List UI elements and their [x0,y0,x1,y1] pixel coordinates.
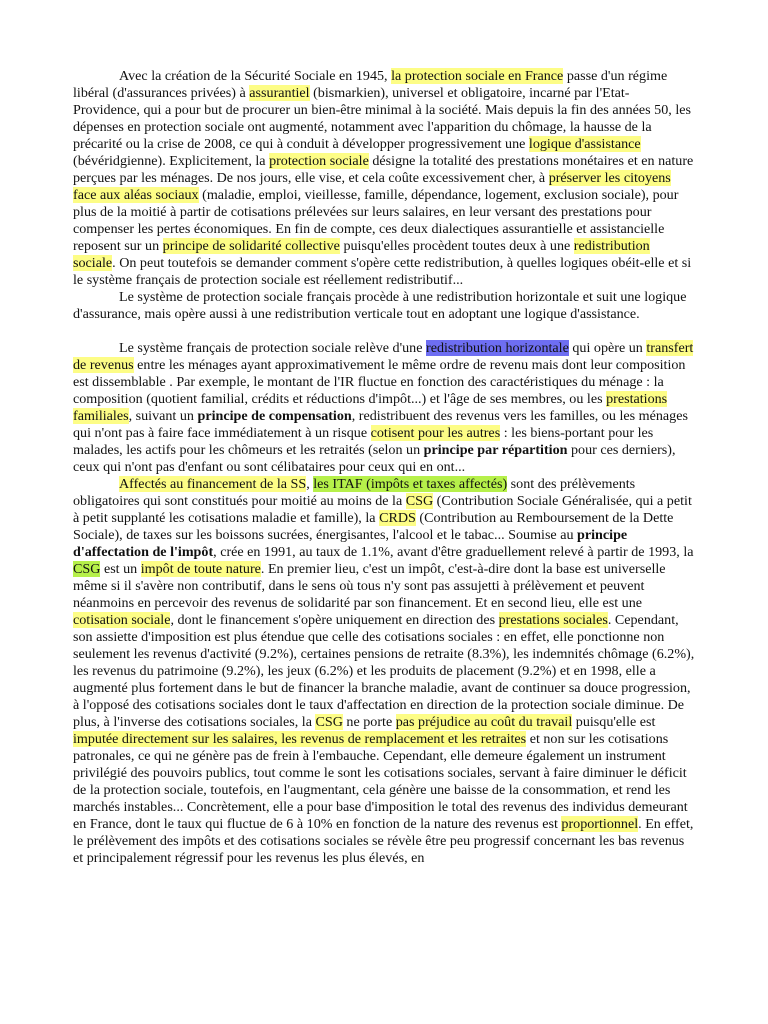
text-run: (bévéridgienne). Explicitement, la [73,153,270,169]
text-run: Avec la création de la Sécurité Sociale en 1945, [119,68,392,84]
highlighted-text: pas préjudice au coût du travail [395,714,573,730]
text-run: , [306,476,314,492]
text-run: . En premier lieu, c'est un impôt, c'est-à-dire dont la base est universelle même si il s'avère non contributif, dans le sens où tous n'y sont pas assujetti à prélèvement et peuvent néanmoins en percevoir des revenus de solidarité par son financement. Et en second lieu, elle est une [73,561,666,611]
paragraph [73,340,695,476]
text-run: , crée en 1991, au taux de 1.1%, avant d'être graduellement relevé à partir de 1993, la [213,544,694,560]
highlighted-text: prestations familiales [73,391,668,424]
bold-term: principe par répartition [423,442,568,458]
text-run: est un [100,561,141,577]
highlighted-text: CSG [315,714,343,730]
text-run: (Contribution au Remboursement de la Dette Sociale), de taxes sur les boissons sucrées, énergisantes, l'alcool et le tabac... Soumise au [73,510,674,543]
text-run: sont des prélèvements obligatoires qui sont constitués pour moitié au moins de la [73,476,636,509]
text-run: ne porte [342,714,396,730]
bold-term: principe de compensation [197,408,352,424]
highlighted-text: proportionnel [561,816,639,832]
highlighted-text: principe de solidarité collective [162,238,340,254]
text-run: pour ces derniers), ceux qui n'ont pas d'enfant ou sont célibataires pour ceux qui en ont... [73,442,676,475]
text-run: puisqu'elles procèdent toutes deux à une [339,238,574,254]
highlighted-text: CRDS [379,510,416,526]
paragraph-spacer [73,323,695,340]
text-run: et non sur les cotisations patronales, ce qui ne génère pas de frein à l'embauche. Cependant, elle demeure également un instrument privilégié des pouvoirs publics, tout comme le sont les cotisations sociales, servant à faire diminuer le déficit de la protection sociale, toutefois, en l'augmentant, cela génère une baisse de la consommation, et rend les marchés instables... Concrètement, elle a pour base d'imposition le total des revenus des individus demeurant en France, dont le taux qui fluctue de 6 à 10% en fonction de la nature des revenus est [73,731,688,832]
text-run: désigne la totalité des prestations monétaires et en nature perçues par les ménages. De nos jours, elle vise, et cela coûte excessivement cher, à [73,153,694,186]
paragraph [73,289,695,323]
bold-term: principe d'affectation de l'impôt [73,527,628,560]
highlighted-text: cotisation sociale [73,612,171,628]
text-run: (Contribution Sociale Généralisée, qui a petit à petit supplanté les cotisations maladie et famille), la [73,493,692,526]
highlighted-text: transfert de revenus [73,340,694,373]
text-run: (bismarkien), universel et obligatoire, incarné par l'Etat-Providence, qui a pour but de procurer un bien-être minimal à la société. Mais depuis la fin des années 50, les dépenses en protection sociale ont augmenté, notamment avec l'apparition du chômage, la hausse de la précarité ou la crise de 2008, ce qui à conduit à développer progressivement une [73,85,691,152]
text-run: (maladie, emploi, vieillesse, famille, dépendance, logement, exclusion sociale), pour plus de la moitié à partir de cotisations prélevées sur leurs salaires, en leur versant des prestations pour compenser les pertes économiques. En fin de compte, ces deux dialectiques assurantielle et assistancielle reposent sur un [73,187,679,254]
text-run: . On peut toutefois se demander comment s'opère cette redistribution, à quelles logiques obéit-elle et si le système français de protection sociale est réellement redistributif... [73,255,692,288]
highlighted-text: la protection sociale en France [391,68,564,84]
document-page [73,68,695,867]
paragraph [73,68,695,289]
highlighted-text: prestations sociales [498,612,608,628]
highlighted-text: redistribution sociale [73,238,650,271]
highlighted-text: les ITAF (impôts et taxes affectés) [313,476,508,492]
highlighted-text: impôt de toute nature [140,561,261,577]
highlighted-text: imputée directement sur les salaires, les revenus de remplacement et les retraites [73,731,527,747]
highlighted-text: Affectés au financement de la SS [119,476,307,492]
highlighted-text: cotisent pour les autres [370,425,501,441]
paragraph [73,476,695,867]
highlighted-text: CSG [73,561,101,577]
text-run: entre les ménages ayant approximativement le même ordre de revenu mais dont leur composition est dissemblable . Par exemple, le montant de l'IR fluctue en fonction des caractéristiques du ménage : la composition (quotient familial, crédits et réductions d'impôt...) et l'âge de ses membres, ou les [73,357,686,407]
highlighted-text: CSG [405,493,434,509]
text-run: , redistribuent des revenus vers les familles, ou les ménages qui n'ont pas à faire face immédiatement à un risque [73,408,688,441]
highlighted-text: protection sociale [269,153,369,169]
text-run: qui opère un [568,340,647,356]
text-run: , dont le financement s'opère uniquement en direction des [170,612,499,628]
text-run: puisqu'elle est [572,714,656,730]
text-run: , suivant un [128,408,198,424]
text-run: : les biens-portant pour les malades, les actifs pour les chômeurs et les retraités (selon un [73,425,654,458]
highlighted-text: assurantiel [249,85,310,101]
highlighted-text: préserver les citoyens face aux aléas sociaux [73,170,671,203]
text-run: . En effet, le prélèvement des impôts et des cotisations sociales se révèle être peu progressif concernant les bas revenus et principalement régressif pour les revenus les plus élevés, en [73,816,694,866]
text-run: Le système français de protection sociale relève d'une [119,340,426,356]
highlighted-text: logique d'assistance [528,136,641,152]
text-run: passe d'un régime libéral (d'assurances privées) à [73,68,668,101]
text-run: Le système de protection sociale français procède à une redistribution horizontale et suit une logique d'assurance, mais opère aussi à une redistribution verticale tout en adoptant une logique d'assistance. [73,289,687,322]
text-run: . Cependant, son assiette d'imposition est plus étendue que celle des cotisations sociales : en effet, elle ponctionne non seulement les revenus d'activité (9.2%), certaines pensions de retraite (8.3%), les indemnités chômage (6.2%), les revenus du patrimoine (9.2%), les jeux (6.2%) et les produits de placement (9.2%) et en 1998, elle a augmenté plus fortement dans le but de financer la branche maladie, avant de continuer sa douce progression, à l'opposé des cotisations sociales dont le taux d'affectation en direction de la protection sociale diminue. De plus, à l'inverse des cotisations sociales, la [73,612,695,730]
highlighted-text: redistribution horizontale [426,340,569,356]
